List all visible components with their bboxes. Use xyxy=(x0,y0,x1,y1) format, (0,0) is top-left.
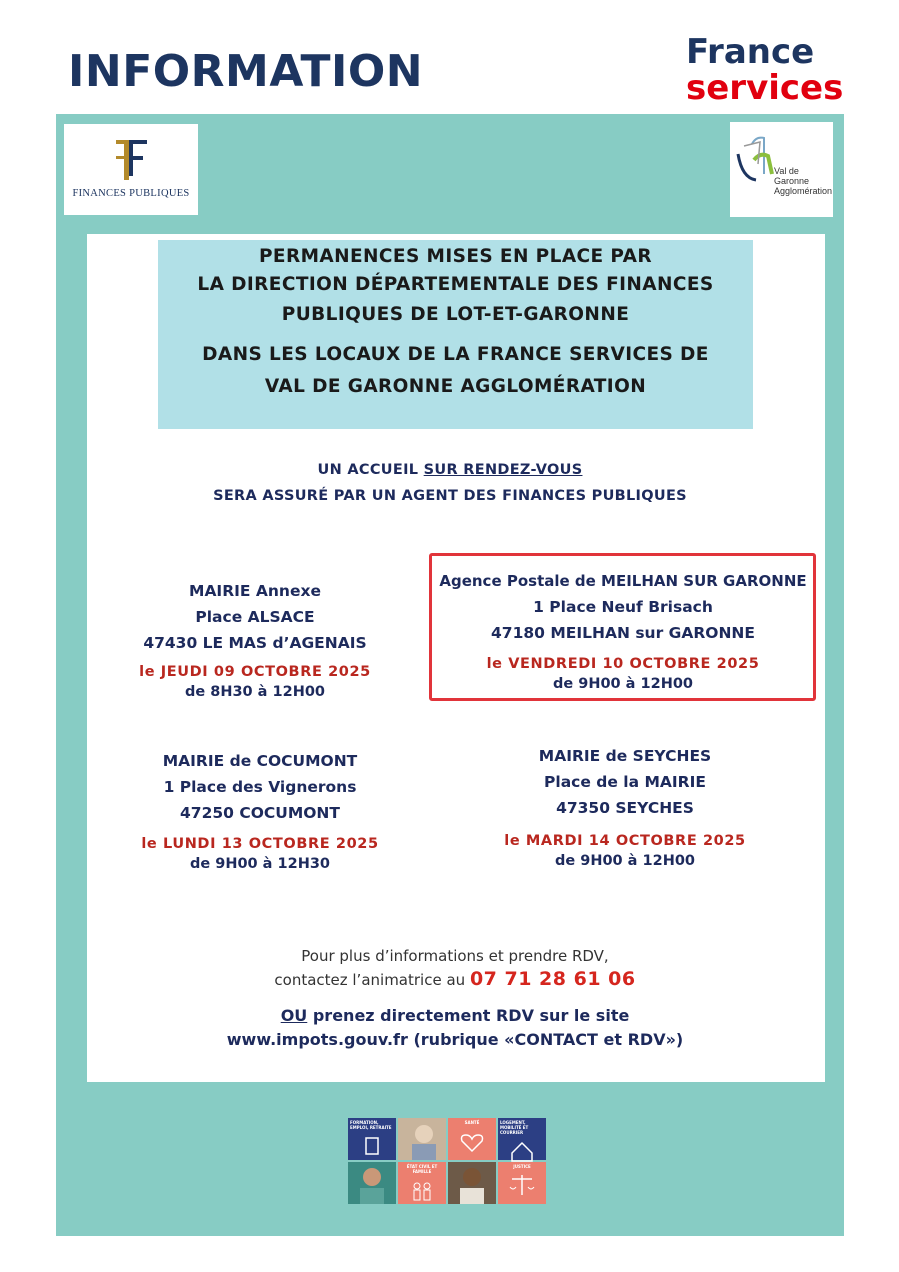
venue-city: 47350 SEYCHES xyxy=(556,799,694,817)
france-services-logo xyxy=(686,34,843,106)
person-photo-icon xyxy=(398,1118,446,1160)
val-de-garonne-logo xyxy=(730,122,833,217)
info-line-2 xyxy=(150,968,760,990)
phone-number[interactable]: 07 71 28 61 06 xyxy=(469,968,636,990)
heart-icon xyxy=(448,1127,496,1157)
intro-line-1: PERMANENCES MISES EN PLACE PAR xyxy=(258,246,653,267)
venue-address: Place de la MAIRIE xyxy=(544,773,706,791)
tile-etat-civil-label: ÉTAT CIVIL ET FAMILLE xyxy=(406,1164,438,1174)
tile-logement xyxy=(498,1118,546,1160)
info-line-3 xyxy=(150,1006,760,1025)
intro-line-2: LA DIRECTION DÉPARTEMENTALE DES FINANCES xyxy=(197,274,714,295)
venue-date: le MARDI 14 OCTOBRE 2025 xyxy=(504,833,746,849)
finances-publiques-emblem-icon xyxy=(106,136,156,186)
accueil-prefix: UN ACCUEIL xyxy=(317,462,424,478)
vga-line-2: Garonne xyxy=(774,176,810,186)
impots-website-link[interactable]: www.impots.gouv.fr (rubrique «CONTACT et RDV») xyxy=(226,1030,684,1049)
vga-line-3: Agglomération xyxy=(774,186,833,196)
brand-line-1: France xyxy=(686,32,815,72)
venue-address: Place ALSACE xyxy=(195,608,315,626)
info-text: Pour plus d’informations et prendre RDV, xyxy=(301,947,609,965)
venue-cocumont xyxy=(135,748,385,874)
intro-banner xyxy=(158,240,753,429)
accueil-line-1 xyxy=(160,462,740,478)
intro-line-4: DANS LES LOCAUX DE LA FRANCE SERVICES DE xyxy=(202,344,709,365)
venue-city: 47430 LE MAS d’AGENAIS xyxy=(143,634,367,652)
venue-city: 47180 MEILHAN sur GARONNE xyxy=(491,624,755,642)
venue-hours: de 9H00 à 12H00 xyxy=(554,853,696,869)
venue-le-mas-dagenais xyxy=(130,578,380,702)
venue-name: MAIRIE Annexe xyxy=(189,582,321,600)
document-icon xyxy=(348,1132,396,1162)
venue-hours: de 8H30 à 12H00 xyxy=(184,684,326,700)
tile-logement-label: LOGEMENT, MOBILITÉ ET COURRIER xyxy=(500,1120,529,1135)
tile-formation xyxy=(348,1118,396,1160)
venue-date: le JEUDI 09 OCTOBRE 2025 xyxy=(139,664,371,680)
venue-seyches xyxy=(500,743,750,871)
tile-sante xyxy=(448,1118,496,1160)
tile-formation-label: FORMATION, EMPLOI, RETRAITE xyxy=(350,1120,392,1130)
venue-date: le VENDREDI 10 OCTOBRE 2025 xyxy=(486,656,760,672)
france-services-themes-banner xyxy=(348,1118,548,1206)
family-icon xyxy=(398,1176,446,1206)
info-contact-text: contactez l’animatrice au xyxy=(274,971,470,989)
venue-meilhan-sur-garonne xyxy=(432,568,814,694)
tile-justice-label: JUSTICE xyxy=(513,1164,531,1169)
person-photo-icon xyxy=(448,1162,496,1204)
info-rdv-text: prenez directement RDV sur le site xyxy=(307,1006,630,1025)
venue-city: 47250 COCUMONT xyxy=(180,804,340,822)
info-line-4 xyxy=(150,1030,760,1049)
person-photo-icon xyxy=(348,1162,396,1204)
finances-publiques-text: FINANCES PUBLIQUES xyxy=(72,188,190,199)
tile-etat-civil xyxy=(398,1162,446,1204)
venue-name: MAIRIE de COCUMONT xyxy=(162,752,358,770)
intro-line-3: PUBLIQUES DE LOT-ET-GARONNE xyxy=(281,304,630,325)
scales-icon xyxy=(498,1171,546,1201)
accueil-rdv: SUR RENDEZ-VOUS xyxy=(423,462,583,478)
page-title: INFORMATION xyxy=(68,46,424,97)
info-ou: OU xyxy=(280,1006,308,1025)
info-line-1 xyxy=(150,946,760,965)
venue-hours: de 9H00 à 12H30 xyxy=(189,856,331,872)
venue-hours: de 9H00 à 12H00 xyxy=(552,676,694,692)
accueil-line-2: SERA ASSURÉ PAR UN AGENT DES FINANCES PUBLIQUES xyxy=(213,488,687,504)
vga-line-1: Val de xyxy=(774,166,799,176)
venue-address: 1 Place Neuf Brisach xyxy=(533,598,713,616)
tile-sante-label: SANTÉ xyxy=(464,1120,480,1125)
venue-date: le LUNDI 13 OCTOBRE 2025 xyxy=(141,836,379,852)
photo-person-3 xyxy=(448,1162,496,1204)
photo-person-1 xyxy=(398,1118,446,1160)
venue-address: 1 Place des Vignerons xyxy=(163,778,357,796)
venue-name: MAIRIE de SEYCHES xyxy=(538,747,712,765)
intro-line-5: VAL DE GARONNE AGGLOMÉRATION xyxy=(264,376,647,397)
finances-publiques-logo xyxy=(64,124,198,215)
photo-person-2 xyxy=(348,1162,396,1204)
val-de-garonne-text xyxy=(774,166,832,196)
venue-name: Agence Postale de MEILHAN SUR GARONNE xyxy=(439,572,807,590)
brand-line-2: services xyxy=(686,68,844,108)
tile-justice xyxy=(498,1162,546,1204)
